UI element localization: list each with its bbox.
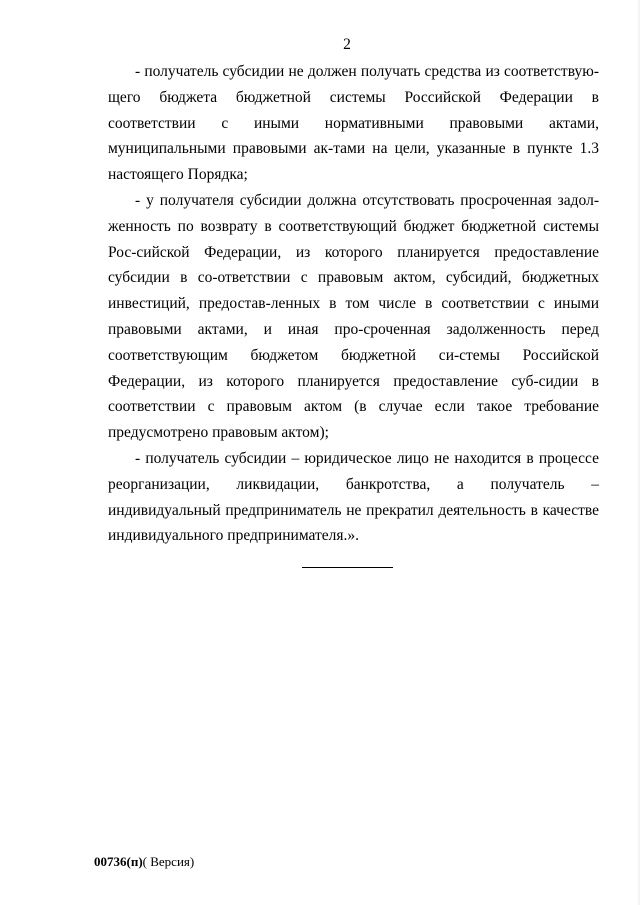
document-body bbox=[108, 59, 599, 549]
paragraph-subsidy-no-other-funds: - получатель субсидии не должен получать средства из соответствую-щего бюджета бюджетной системы Российской Федерации в соответствии с иными нормативными правовыми актами, муниципальными правовыми ак-тами на цели, указанные в пункте 1.3 настоящего Порядка; bbox=[108, 63, 599, 184]
page-number: 2 bbox=[343, 36, 351, 53]
paragraph-no-overdue-debt: - у получателя субсидии должна отсутствовать просроченная задол-женность по возврату в соответствующий бюджет бюджетной системы Рос-сийской Федерации, из которого планируется предоставление субсидии в со-ответствии с правовым актом, субсидий, бюджетных инвестиций, предостав-ленных в том числе в соответствии с иными правовыми актами, и иная про-сроченная задолженность перед соответствующим бюджетом бюджетной си-стемы Российской Федерации, из которого планируется предоставление суб-сидии в соответствии с правовым актом (в случае если такое требование предусмотрено правовым актом); bbox=[108, 191, 599, 442]
closing-divider-line bbox=[302, 567, 393, 568]
paragraph-no-reorganization: - получатель субсидии – юридическое лицо не находится в процессе реорганизации, ликвидации, банкротства, а получатель – индивидуальный предприниматель не прекратил деятельность в качестве индивидуального предпринимателя.». bbox=[108, 449, 599, 545]
document-code: 00736(п) bbox=[94, 854, 143, 869]
document-footer-code bbox=[94, 854, 194, 870]
document-version: ( Версия) bbox=[142, 854, 195, 869]
